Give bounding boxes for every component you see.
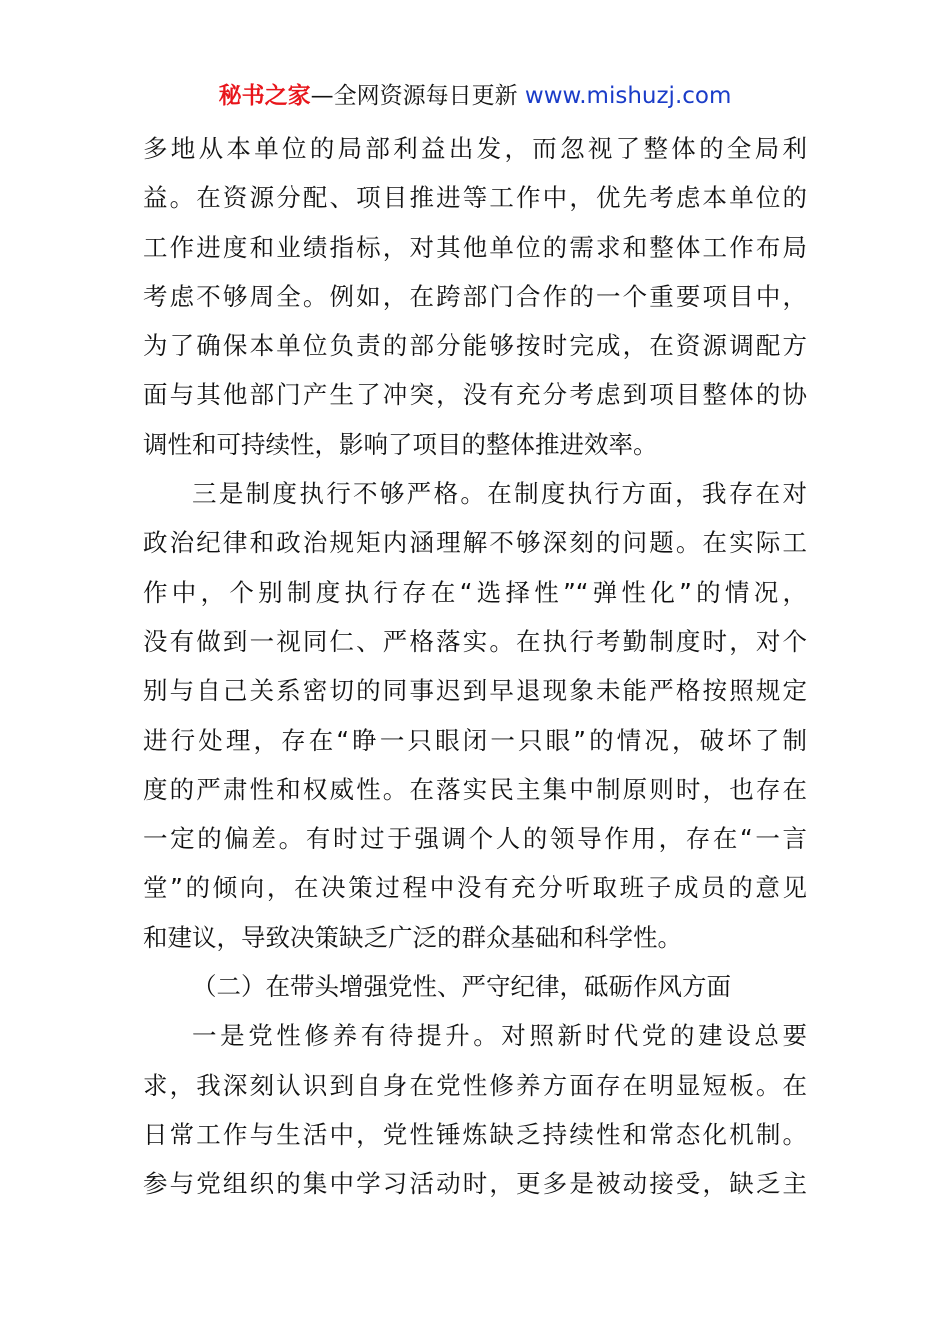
text-line: 进行处理，存在“睁一只眼闭一只眼”的情况，破坏了制: [143, 725, 807, 755]
text-line: 多地从本单位的局部利益出发，而忽视了整体的全局利: [143, 134, 807, 163]
page-header: [0, 78, 950, 114]
text-line: 没有做到一视同仁、严格落实。在执行考勤制度时，对个: [143, 626, 807, 656]
site-url-link[interactable]: www.mishuzj.com: [524, 83, 732, 109]
text-line: 度的严肃性和权威性。在落实民主集中制原则时，也存在: [143, 774, 807, 804]
text-line: 求，我深刻认识到自身在党性修养方面存在明显短板。在: [143, 1070, 807, 1100]
text-line: 堂”的倾向，在决策过程中没有充分听取班子成员的意见: [143, 873, 807, 903]
text-line: 考虑不够周全。例如，在跨部门合作的一个重要项目中，: [143, 281, 807, 311]
paragraph-start-line: 一是党性修养有待提升。对照新时代党的建设总要: [192, 1021, 807, 1051]
text-line: 益。在资源分配、项目推进等工作中，优先考虑本单位的: [143, 183, 807, 213]
text-line: 工作进度和业绩指标，对其他单位的需求和整体工作布局: [143, 232, 807, 262]
site-tagline: —全网资源每日更新: [310, 83, 525, 109]
text-line: 和建议，导致决策缺乏广泛的群众基础和科学性。: [143, 922, 682, 952]
text-line: 别与自己关系密切的同事迟到早退现象未能严格按照规定: [143, 676, 807, 706]
text-line: 政治纪律和政治规矩内涵理解不够深刻的问题。在实际工: [143, 528, 807, 558]
text-line: 参与党组织的集中学习活动时，更多是被动接受，缺乏主: [143, 1169, 807, 1199]
text-line: 调性和可持续性，影响了项目的整体推进效率。: [143, 429, 658, 459]
section-heading: （二）在带头增强党性、严守纪律，砥砺作风方面: [192, 972, 731, 1002]
site-brand: 秘书之家: [218, 83, 311, 109]
text-line: 面与其他部门产生了冲突，没有充分考虑到项目整体的协: [143, 380, 807, 410]
text-line: 日常工作与生活中，党性锤炼缺乏持续性和常态化机制。: [143, 1119, 807, 1149]
document-body: [143, 124, 807, 1209]
paragraph-start-line: 三是制度执行不够严格。在制度执行方面，我存在对: [192, 479, 807, 509]
text-line: 作中，个别制度执行存在“选择性”“弹性化”的情况，: [143, 577, 807, 607]
text-line: 一定的偏差。有时过于强调个人的领导作用，存在“一言: [143, 824, 807, 854]
text-line: 为了确保本单位负责的部分能够按时完成，在资源调配方: [143, 331, 807, 361]
